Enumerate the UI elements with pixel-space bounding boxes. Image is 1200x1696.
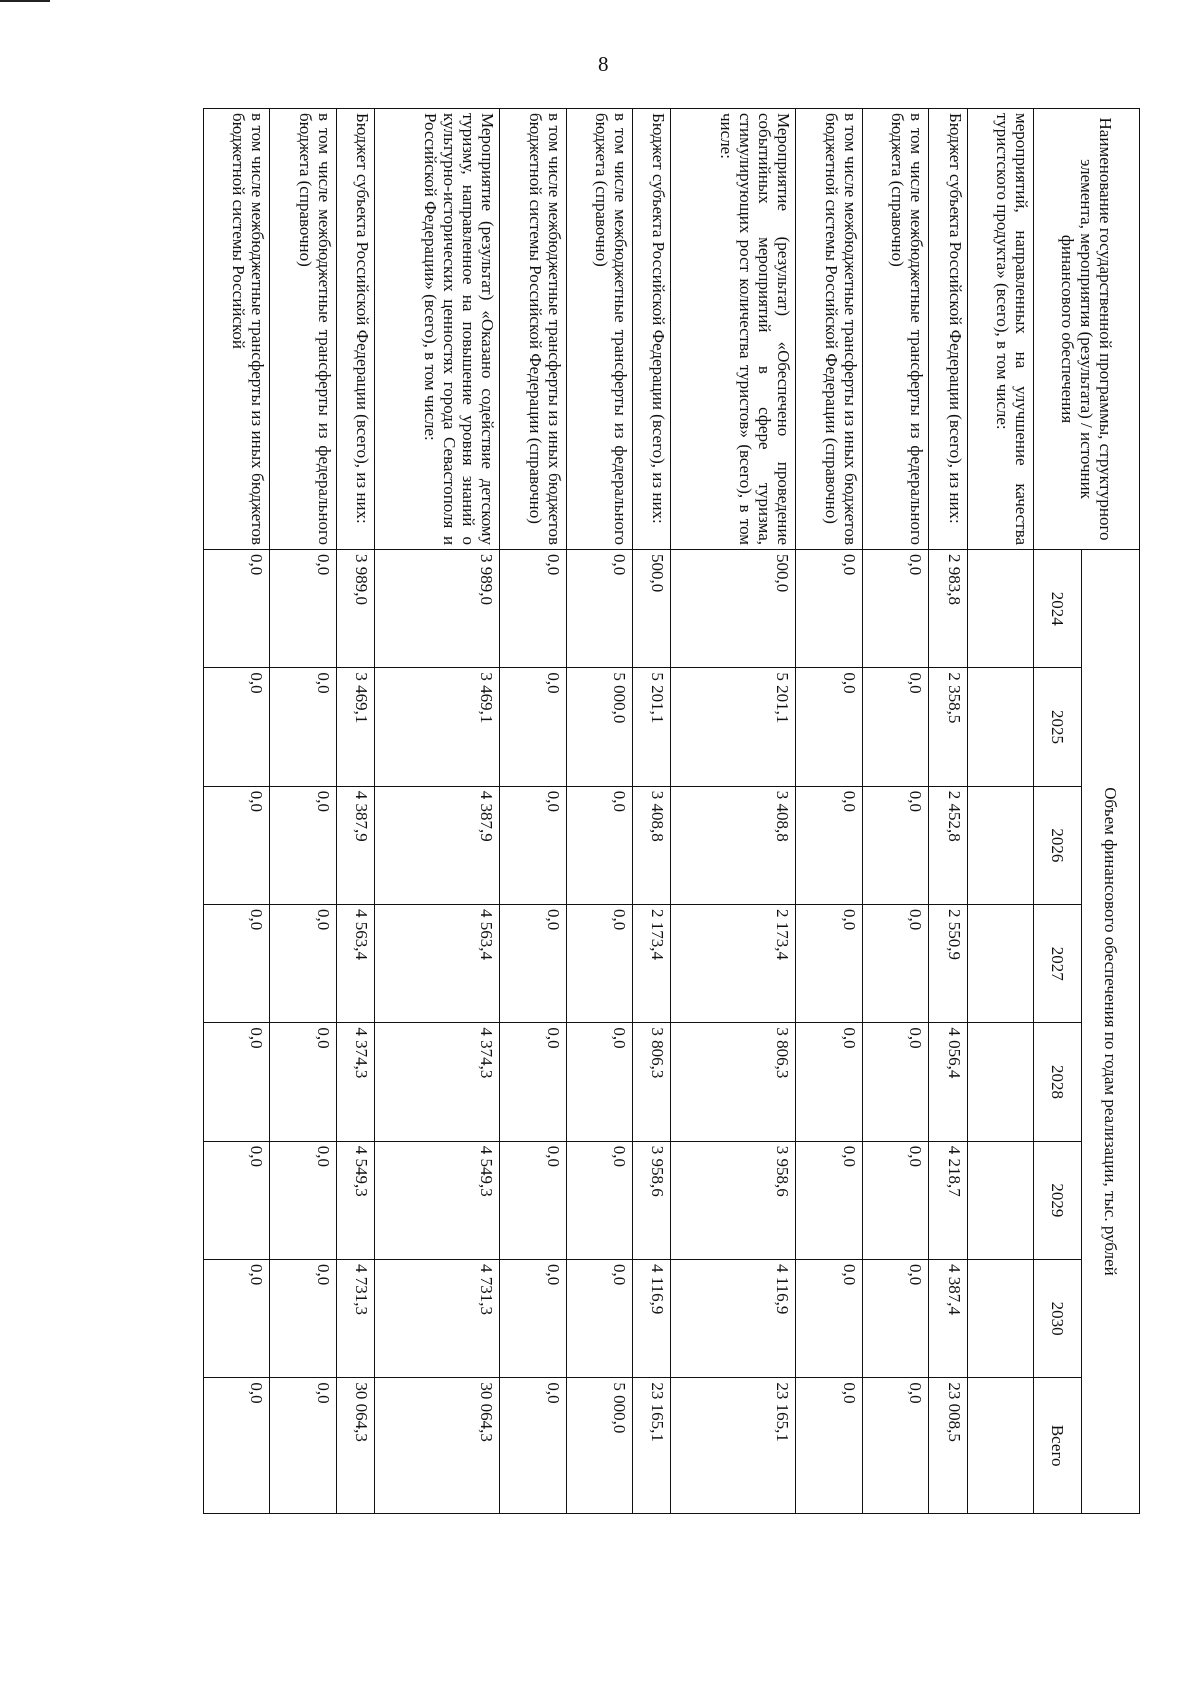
- row-year-value-cell: 3 806,3: [632, 1023, 671, 1141]
- row-year-value-cell: [967, 786, 1033, 904]
- row-year-value-cell: 0,0: [270, 668, 336, 786]
- row-name-cell: в том числе межбюджетные трансферты из федерального бюджета (справочно): [566, 109, 632, 550]
- row-year-value-cell: 0,0: [270, 550, 336, 668]
- row-name-cell: в том числе межбюджетные трансферты из иных бюджетов бюджетной системы Российской Федерации (справочно): [500, 109, 566, 550]
- row-total-cell: [967, 1378, 1033, 1514]
- row-year-value-cell: 0,0: [862, 1141, 928, 1259]
- row-year-value-cell: 3 958,6: [671, 1141, 796, 1259]
- row-year-value-cell: 3 408,8: [671, 786, 796, 904]
- table-row: [270, 109, 336, 1514]
- table-row: [500, 109, 566, 1514]
- row-year-value-cell: 0,0: [270, 1023, 336, 1141]
- row-year-value-cell: 0,0: [500, 1141, 566, 1259]
- header-total: Всего: [1034, 1378, 1082, 1514]
- row-year-value-cell: 0,0: [204, 668, 270, 786]
- row-total-cell: 0,0: [204, 1378, 270, 1514]
- row-year-value-cell: 0,0: [796, 1260, 862, 1378]
- row-year-value-cell: [967, 1023, 1033, 1141]
- row-year-value-cell: 0,0: [500, 668, 566, 786]
- row-name-cell: Бюджет субъекта Российской Федерации (всего), из них:: [632, 109, 671, 550]
- row-name-cell: в том числе межбюджетные трансферты из федерального бюджета (справочно): [270, 109, 336, 550]
- row-total-cell: 5 000,0: [566, 1378, 632, 1514]
- row-year-value-cell: 0,0: [204, 1023, 270, 1141]
- row-year-value-cell: 3 469,1: [375, 668, 500, 786]
- row-year-value-cell: 4 387,4: [929, 1260, 968, 1378]
- row-name-cell: Бюджет субъекта Российской Федерации (всего), из них:: [929, 109, 968, 550]
- header-year: 2030: [1034, 1260, 1082, 1378]
- header-year: 2028: [1034, 1023, 1082, 1141]
- row-name-cell: Мероприятие (результат) «Оказано содействие детскому туризму, направленное на повышение уровня знаний о культурно-исторических ценностях города Севастополя и Российской Федерации» (всего), в том числе:: [375, 109, 500, 550]
- table-row: [796, 109, 862, 1514]
- row-year-value-cell: [967, 1260, 1033, 1378]
- row-year-value-cell: 0,0: [270, 1260, 336, 1378]
- row-year-value-cell: 0,0: [566, 550, 632, 668]
- row-year-value-cell: 2 173,4: [632, 905, 671, 1023]
- row-name-cell: в том числе межбюджетные трансферты из федерального бюджета (справочно): [862, 109, 928, 550]
- header-year: 2026: [1034, 786, 1082, 904]
- row-year-value-cell: [967, 905, 1033, 1023]
- table-row: [862, 109, 928, 1514]
- row-total-cell: 30 064,3: [375, 1378, 500, 1514]
- row-year-value-cell: 4 116,9: [632, 1260, 671, 1378]
- row-total-cell: 0,0: [796, 1378, 862, 1514]
- row-year-value-cell: 4 563,4: [336, 905, 375, 1023]
- row-year-value-cell: 3 989,0: [375, 550, 500, 668]
- header-year: 2029: [1034, 1141, 1082, 1259]
- table-row: [967, 109, 1033, 1514]
- row-total-cell: 23 165,1: [632, 1378, 671, 1514]
- row-year-value-cell: 5 201,1: [632, 668, 671, 786]
- row-year-value-cell: 0,0: [270, 786, 336, 904]
- row-year-value-cell: 3 806,3: [671, 1023, 796, 1141]
- row-year-value-cell: 4 218,7: [929, 1141, 968, 1259]
- header-name-column: Наименование государственной программы, структурного элемента, мероприятия (результата) / источник финансового обеспечения: [1034, 109, 1140, 550]
- table-row: [375, 109, 500, 1514]
- row-year-value-cell: 3 469,1: [336, 668, 375, 786]
- row-year-value-cell: 0,0: [500, 905, 566, 1023]
- header-year: 2024: [1034, 550, 1082, 668]
- row-year-value-cell: 4 374,3: [336, 1023, 375, 1141]
- row-year-value-cell: 0,0: [862, 1260, 928, 1378]
- row-year-value-cell: 5 201,1: [671, 668, 796, 786]
- row-year-value-cell: [967, 1141, 1033, 1259]
- row-year-value-cell: 0,0: [270, 1141, 336, 1259]
- scan-edge-mark: [0, 0, 50, 2]
- row-year-value-cell: 0,0: [500, 1260, 566, 1378]
- row-year-value-cell: 0,0: [796, 668, 862, 786]
- row-year-value-cell: [967, 550, 1033, 668]
- row-year-value-cell: 0,0: [862, 786, 928, 904]
- row-total-cell: 23 165,1: [671, 1378, 796, 1514]
- table-row: [671, 109, 796, 1514]
- row-total-cell: 0,0: [270, 1378, 336, 1514]
- row-year-value-cell: 0,0: [566, 1141, 632, 1259]
- row-year-value-cell: 2 550,9: [929, 905, 968, 1023]
- row-year-value-cell: 4 056,4: [929, 1023, 968, 1141]
- row-year-value-cell: 2 358,5: [929, 668, 968, 786]
- row-year-value-cell: 0,0: [204, 1141, 270, 1259]
- row-total-cell: 30 064,3: [336, 1378, 375, 1514]
- row-year-value-cell: 2 983,8: [929, 550, 968, 668]
- row-year-value-cell: 0,0: [796, 905, 862, 1023]
- row-year-value-cell: 2 452,8: [929, 786, 968, 904]
- row-year-value-cell: 0,0: [500, 550, 566, 668]
- row-year-value-cell: 3 408,8: [632, 786, 671, 904]
- table-row: [632, 109, 671, 1514]
- row-year-value-cell: 0,0: [270, 905, 336, 1023]
- row-name-cell: мероприятий, направленных на улучшение качества туристского продукта» (всего), в том числе:: [967, 109, 1033, 550]
- row-year-value-cell: 4 731,3: [336, 1260, 375, 1378]
- row-year-value-cell: 5 000,0: [566, 668, 632, 786]
- row-year-value-cell: 0,0: [204, 905, 270, 1023]
- row-year-value-cell: 0,0: [566, 1260, 632, 1378]
- row-year-value-cell: 0,0: [566, 905, 632, 1023]
- page-number: 8: [598, 52, 609, 76]
- row-year-value-cell: 0,0: [204, 786, 270, 904]
- row-name-cell: Мероприятие (результат) «Обеспечено проведение событийных мероприятий в сфере туризма, стимулирующих рост количества туристов» (всего), в том числе:: [671, 109, 796, 550]
- row-year-value-cell: 4 731,3: [375, 1260, 500, 1378]
- row-total-cell: 0,0: [862, 1378, 928, 1514]
- header-year: 2027: [1034, 905, 1082, 1023]
- row-year-value-cell: 500,0: [671, 550, 796, 668]
- header-funding-group: Объем финансового обеспечения по годам реализации, тыс. рублей: [1082, 550, 1140, 1514]
- row-total-cell: 23 008,5: [929, 1378, 968, 1514]
- row-year-value-cell: 2 173,4: [671, 905, 796, 1023]
- row-year-value-cell: 0,0: [566, 1023, 632, 1141]
- row-year-value-cell: 0,0: [500, 786, 566, 904]
- row-year-value-cell: 0,0: [204, 550, 270, 668]
- row-name-cell: в том числе межбюджетные трансферты из иных бюджетов бюджетной системы Российской Федерации (справочно): [796, 109, 862, 550]
- row-year-value-cell: 3 958,6: [632, 1141, 671, 1259]
- row-year-value-cell: 0,0: [862, 1023, 928, 1141]
- row-year-value-cell: 4 549,3: [336, 1141, 375, 1259]
- table-body: [204, 109, 1034, 1514]
- row-year-value-cell: 0,0: [796, 786, 862, 904]
- row-total-cell: 0,0: [500, 1378, 566, 1514]
- row-year-value-cell: 4 387,9: [375, 786, 500, 904]
- row-year-value-cell: 4 374,3: [375, 1023, 500, 1141]
- table-row: [929, 109, 968, 1514]
- row-year-value-cell: 0,0: [796, 1023, 862, 1141]
- row-year-value-cell: 0,0: [796, 1141, 862, 1259]
- rotated-table-wrapper: [203, 108, 1140, 1514]
- row-name-cell: в том числе межбюджетные трансферты из иных бюджетов бюджетной системы Российской: [204, 109, 270, 550]
- row-year-value-cell: 4 116,9: [671, 1260, 796, 1378]
- funding-table: [203, 108, 1140, 1514]
- row-year-value-cell: 4 549,3: [375, 1141, 500, 1259]
- table-row: [566, 109, 632, 1514]
- row-year-value-cell: 0,0: [862, 905, 928, 1023]
- row-year-value-cell: [967, 668, 1033, 786]
- row-name-cell: Бюджет субъекта Российской Федерации (всего), из них:: [336, 109, 375, 550]
- row-year-value-cell: 500,0: [632, 550, 671, 668]
- row-year-value-cell: 0,0: [500, 1023, 566, 1141]
- row-year-value-cell: 3 989,0: [336, 550, 375, 668]
- row-year-value-cell: 4 387,9: [336, 786, 375, 904]
- table-row: [204, 109, 270, 1514]
- row-year-value-cell: 0,0: [566, 786, 632, 904]
- row-year-value-cell: 4 563,4: [375, 905, 500, 1023]
- row-year-value-cell: 0,0: [862, 668, 928, 786]
- table-row: [336, 109, 375, 1514]
- row-year-value-cell: 0,0: [862, 550, 928, 668]
- row-year-value-cell: 0,0: [796, 550, 862, 668]
- row-year-value-cell: 0,0: [204, 1260, 270, 1378]
- header-year: 2025: [1034, 668, 1082, 786]
